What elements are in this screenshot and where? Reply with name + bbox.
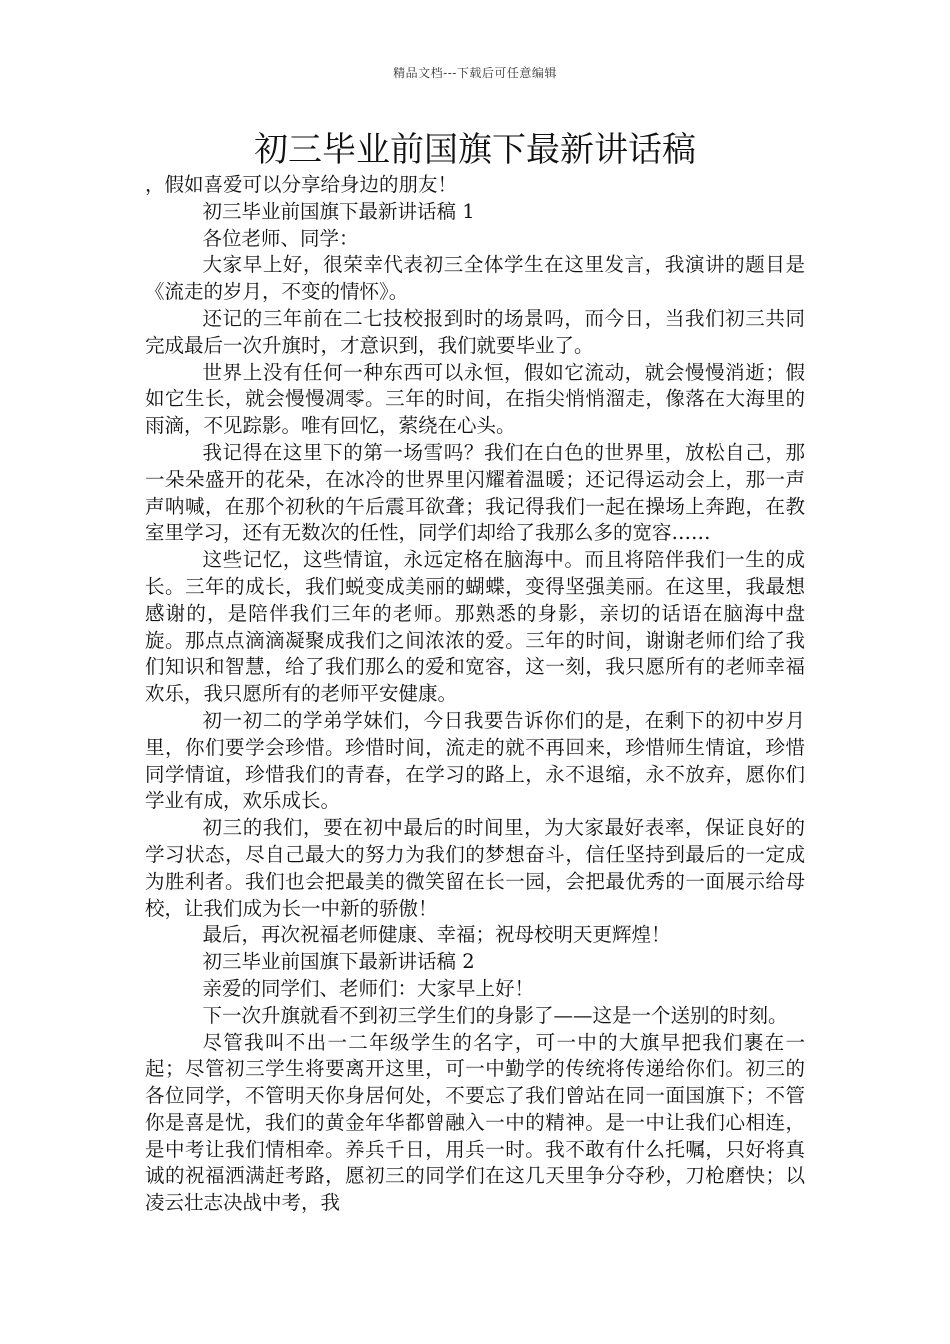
header-note: 精品文档---下载后可任意编辑 (393, 66, 557, 80)
paragraph: 最后，再次祝福老师健康、幸福；祝母校明天更辉煌！ (202, 923, 671, 947)
paragraph: ，假如喜爱可以分享给身边的朋友！ (145, 173, 458, 196)
paragraph: 尽管我叫不出一二年级学生的名字，可一中的大旗早把我们裹在一起；尽管初三学生将要离开这里，可一中勤学的传统将传递给你们。初三的各位同学，不管明天你身居何处，不要忘了我们曾站在同一面国旗下；不管你是喜是忧，我们的黄金年华都曾融入一中的精神。是一中让我们心相连，是中考让我们情相牵。养兵千日，用兵一时。我不敢有什么托嘱，只好将真诚的祝福洒满赶考路，愿初三的同学们在这几天里争分夺秒，刀枪磨快；以凌云壮志决战中考，我 (145, 1030, 805, 1215)
paragraph: 这些记忆，这些情谊，永远定格在脑海中。而且将陪伴我们一生的成长。三年的成长，我们蜕变成美丽的蝴蝶，变得坚强美丽。在这里，我最想感谢的，是陪伴我们三年的老师。那熟悉的身影，亲切的话语在脑海中盘旋。那点点滴滴凝聚成我们之间浓浓的爱。三年的时间，谢谢老师们给了我们知识和智慧，给了我们那么的爱和宽容，这一刻，我只愿所有的老师幸福欢乐，我只愿所有的老师平安健康。 (145, 548, 805, 706)
document-body (145, 172, 805, 1217)
section-heading: 初三毕业前国旗下最新讲话稿 1 (202, 199, 475, 223)
document-title: 初三毕业前国旗下最新讲话稿 (254, 130, 696, 170)
paragraph: 我记得在这里下的第一场雪吗？我们在白色的世界里，放松自己，那一朵朵盛开的花朵，在冰冷的世界里闪耀着温暖；还记得运动会上，那一声声呐喊，在那个初秋的午后震耳欲聋；我记得我们一起在操场上奔跑，在教室里学习，还有无数次的任性，同学们却给了我那么多的宽容…… (145, 440, 805, 545)
paragraph: 初一初二的学弟学妹们，今日我要告诉你们的是，在剩下的初中岁月里，你们要学会珍惜。珍惜时间，流走的就不再回来，珍惜师生情谊，珍惜同学情谊，珍惜我们的青春，在学习的路上，永不退缩，永不放弃，愿你们学业有成，欢乐成长。 (145, 708, 805, 813)
section-heading: 初三毕业前国旗下最新讲话稿 2 (202, 950, 475, 974)
salutation: 各位老师、同学： (202, 226, 359, 250)
paragraph: 世界上没有任何一种东西可以永恒，假如它流动，就会慢慢消逝；假如它生长，就会慢慢凋零。三年的时间，在指尖悄悄溜走，像落在大海里的雨滴，不见踪影。唯有回忆，萦绕在心头。 (145, 360, 805, 438)
paragraph: 初三的我们，要在初中最后的时间里，为大家最好表率，保证良好的学习状态，尽自己最大的努力为我们的梦想奋斗，信任坚持到最后的一定成为胜利者。我们也会把最美的微笑留在长一园，会把最优秀的一面展示给母校，让我们成为长一中新的骄傲！ (145, 816, 805, 920)
salutation: 亲爱的同学们、老师们：大家早上好！ (202, 976, 535, 1000)
paragraph: 还记的三年前在二七技校报到时的场景吗，而今日，当我们初三共同完成最后一次升旗时，才意识到，我们就要毕业了。 (145, 306, 805, 357)
paragraph: 下一次升旗就看不到初三学生们的身影了——这是一个送别的时刻。 (202, 1003, 788, 1027)
paragraph: 大家早上好，很荣幸代表初三全体学生在这里发言，我演讲的题目是《流走的岁月，不变的情怀》。 (145, 253, 805, 304)
